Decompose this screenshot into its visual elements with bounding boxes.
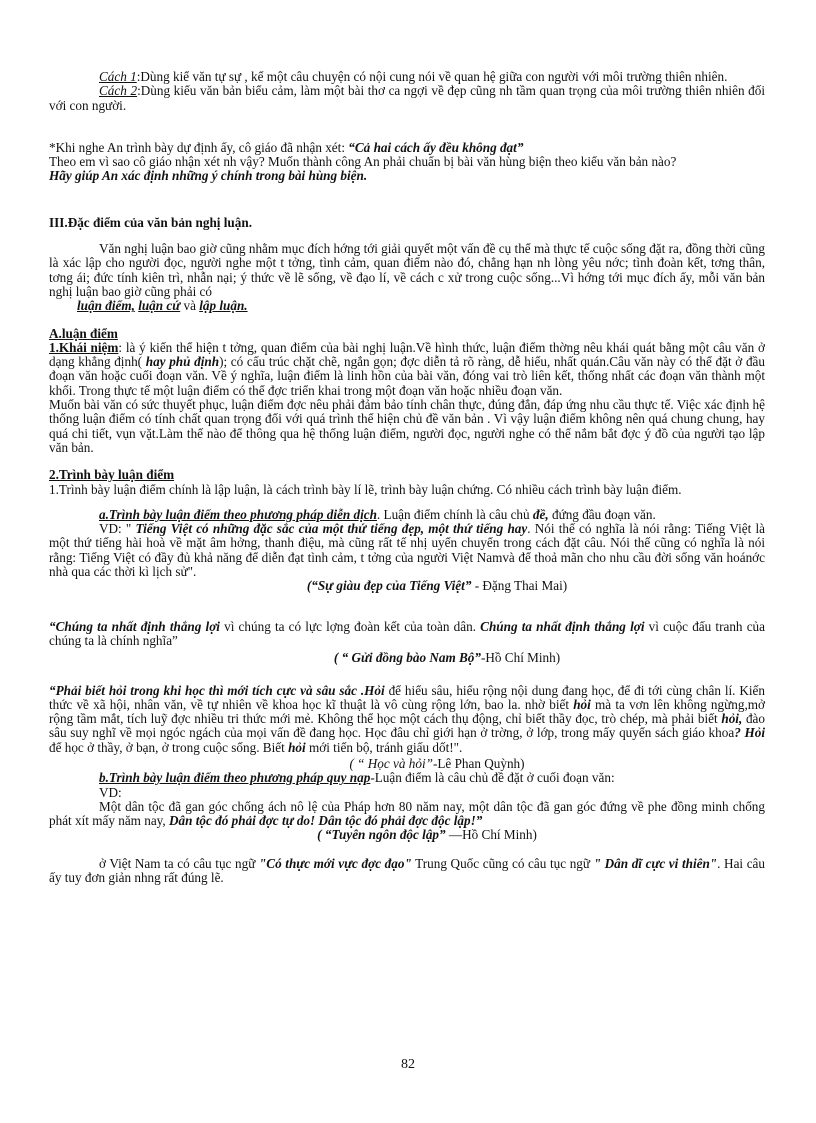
method-2 (49, 84, 765, 113)
deductive-text-2: đứng đầu đoạn văn. (548, 506, 656, 522)
method-2-text: :Dùng kiểu văn bản biểu cảm, làm một bài thơ ca ngợi về đẹp cũng nh tầm quan trọng của môi trường thiên nhiên đối với con người. (49, 83, 766, 113)
section-2-heading: 2.Trình bày luận điểm (49, 467, 175, 483)
proverb-vietnam: "Có thực mới vực đợc đạo" (258, 855, 412, 871)
example-2-em: Dân tộc đó phải đợc tự do! Dân tộc đó phải đợc độc lập!” (169, 813, 483, 829)
example-1-quote: Tiếng Việt có những đặc sắc của một thứ tiếng đẹp, một thứ tiếng hay (135, 521, 528, 537)
source-2 (49, 651, 765, 665)
proverb-china: " Dân dĩ cực vi thiên" (593, 855, 718, 871)
proverbs-text-3: . Hai câu ấy tuy đơn giản nhng rất đúng lẽ. (49, 855, 766, 886)
example-1-rest: . Nói thế có nghĩa là nói rằng: Tiếng Việt là một thứ tiếng hài hoà về mặt âm hởng, thanh điệu, mà cũng rất tế nhị uyển chuyển trong cách đặt câu. Nói thế cũng có nghĩa là nói rằng: Tiếng Việt có đầy đủ khả năng để diễn đạt tình cảm, t tởng của người Việt Namvà để thoả mãn cho nhu cầu đời sống văn hoánớc nhà qua các thời kì lịch sử". (49, 521, 765, 580)
quote-3-part-10: mới tiến bộ, tránh giấu dốt!". (305, 739, 463, 755)
method-1-text: :Dùng kiể văn tự sự , kể một câu chuyện có nội cung nói về quan hệ giữa con người với môi trường thiên nhiên. (136, 69, 728, 84)
method-1 (49, 70, 765, 84)
quote-3-part-3: hỏi (573, 696, 591, 712)
proverbs-paragraph (49, 857, 765, 886)
quote-3 (49, 684, 765, 755)
quote-3-part-9: hỏi (288, 739, 306, 755)
section-a-heading: A.luận điểm (49, 325, 118, 341)
section-2-intro: 1.Trình bày luận điểm chính là lập luận, là cách trình bày lí lẽ, trình bày luận chứng. Có nhiều cách trình bày luận điểm. (49, 481, 682, 497)
section-3-heading: III.Đặc điểm của văn bản nghị luận. (49, 214, 252, 230)
deductive-label: a.Trình bày luận điểm theo phương pháp diễn dịch (99, 506, 377, 522)
source-2-author: -Hồ Chí Minh) (481, 650, 561, 666)
example-2-label: VD: (99, 784, 122, 800)
term-and: và (180, 298, 200, 314)
quote-2-part-1: “Chúng ta nhất định thắng lợi (49, 618, 220, 634)
term-luan-diem: luận điểm, (77, 298, 135, 314)
def-text-2: ); có cấu trúc chặt chẽ, ngắn gọn; đợc diễn tả rõ ràng, dễ hiểu, nhất quán.Câu văn này có thể đặt ở đầu đoạn văn hoặc cuối đoạn văn. Về ý nghĩa, luận điểm là linh hồn của bài văn, đóng vai trò liên kết, thống nhất các đoạn văn thành một khối. Trong thực tế một luận điểm có thể đợc triển khai trong một đoạn văn hoặc nhiều đoạn văn. (49, 354, 765, 398)
source-3-title: ( “ Học và hỏi” (349, 755, 433, 771)
quote-3-part-8: để học ở thầy, ở bạn, ở trong cuộc sống. Biết (49, 739, 289, 755)
source-3-author: -Lê Phan Quỳnh) (432, 755, 525, 771)
term-lap-luan: lập luận. (199, 298, 248, 314)
source-1-author: - Đặng Thai Mai) (471, 578, 568, 594)
source-4-author: —Hồ Chí Minh) (445, 827, 537, 843)
definition-paragraph (49, 341, 765, 398)
term-luan-cu: luận cứ (138, 298, 181, 314)
quote-2 (49, 620, 765, 649)
example-2 (49, 800, 765, 829)
document-page (49, 70, 765, 885)
source-2-title: ( “ Gửi đồng bào Nam Bộ” (333, 650, 481, 666)
source-1 (49, 579, 765, 593)
quote-2-part-4: vì cuộc đấu tranh của chúng ta là chính nghĩa” (49, 618, 765, 648)
deductive-method (49, 508, 765, 522)
teacher-comment (49, 141, 765, 155)
source-4 (49, 828, 765, 842)
deductive-text-1: . Luận điểm chính là câu chủ (376, 506, 533, 522)
example-1-lead: VD: " (99, 521, 136, 537)
quote-3-part-4: mà ta vơn lên không ngừng,mở rộng tầm mắt, tích luỹ đợc nhiều tri thức mới mẻ. Không thể học một cách thụ động, chỉ biết thầy đọc, trò chép, mà phải biết (49, 696, 765, 727)
comment-lead: *Khi nghe An trình bày dự định ấy, cô giáo đã nhận xét: (49, 139, 349, 155)
quote-3-part-7: ? Hỏi (734, 725, 765, 741)
comment-quote: “Cả hai cách ấy đều không đạt” (348, 139, 524, 155)
method-2-label: Cách 2 (99, 83, 138, 99)
quote-2-part-3: Chúng ta nhất định thắng lợi (480, 618, 645, 634)
example-2-text: Một dân tộc đã gan góc chống ách nô lệ của Pháp hơn 80 năm nay, một dân tộc đã gan góc đứng về phe đồng minh chống phát xít mấy năm nay, (49, 798, 765, 829)
source-4-title: ( “Tuyên ngôn độc lập” (317, 827, 446, 843)
def-emphasis: hay phủ định (142, 354, 220, 370)
quote-3-part-6: đào sâu suy nghĩ về mọi ngóc ngách của mọi vấn đề đang học. Học đâu chỉ giới hạn ở trờng, ở lớp, trong mấy quyển sách giáo khoa (49, 711, 765, 741)
proverbs-text-1: ở Việt Nam ta có câu tục ngữ (99, 855, 259, 871)
source-3 (49, 757, 765, 771)
intro-text: Văn nghị luận bao giờ cũng nhằm mục đích hớng tới giải quyết một vấn đề cụ thể mà thực tế cuộc sống đặt ra, đồng thời cũng là xác lập cho người đọc, người nghe một t tởng, tình cảm, quan điểm nào đó, chẳng hạn nh lòng yêu nớc; tình đoàn kết, tơng thân, tơng ái; đức tính kiên trì, nhẫn nại; ý thức về lẽ sống, về đạo lí, về cách c xử trong cuộc sống...Vì hớng tới mục đích ấy, mỗi văn bản nghị luận bao giờ cũng phải có (49, 241, 765, 299)
quote-3-part-5: hỏi, (721, 711, 743, 727)
task-line: Hãy giúp An xác định những ý chính trong bài hùng biện. (49, 168, 368, 184)
def-text-1: : là ý kiến thể hiện t tởng, quan điểm của bài nghị luận.Về hình thức, luận điểm thờng nêu khái quát bằng một câu văn ở dạng khẳng định( (49, 339, 766, 370)
key-terms (49, 299, 765, 313)
definition-label: 1.Khái niệm (49, 339, 119, 355)
persuasion-paragraph: Muốn bài văn có sức thuyết phục, luận điểm đợc nêu phải đảm bảo tính chân thực, đúng đắn, đáp ứng nhu cầu thực tế. Việc xác định hệ thống luận điểm có tính chất quan trọng đối với quá trình thể hiện chủ đề văn bản . Vì vậy luận điểm không nên quá chung chung, hay quá chi tiết, vụn vặt.Làm thế nào để thông qua hệ thống luận điểm, người đọc, người nghe có thể nắm bắt đợc ý đồ của người tạo lập văn bản. (49, 397, 765, 455)
quote-3-part-2: để hiểu sâu, hiểu rộng nội dung đang học, để đi tới cùng chân lí. Kiến thức về xã hội, nhân văn, về tự nhiên về khoa học kĩ thuật là vô cùng rộng lớn, bao la. nhờ biết (49, 682, 765, 712)
section-3-intro (49, 242, 765, 299)
deductive-em: đề, (532, 506, 549, 522)
question-line: Theo em vì sao cô giáo nhận xét nh vậy? Muốn thành công An phải chuẩn bị bài văn hùng biện theo kiểu văn bản nào? (49, 154, 677, 170)
quote-2-part-2: vì chúng ta có lực lợng đoàn kết của toàn dân. (219, 618, 481, 634)
quote-3-part-1: “Phải biết hỏi trong khi học thì mới tích cực và sâu sắc .Hỏi (49, 682, 385, 698)
page-number: 82 (401, 1057, 415, 1072)
source-1-title: (“Sự giàu đẹp của Tiếng Việt” (306, 578, 472, 594)
inductive-text: -Luận điểm là câu chủ đề đặt ở cuối đoạn văn: (370, 770, 615, 786)
inductive-method (49, 771, 765, 785)
method-1-label: Cách 1 (99, 69, 137, 84)
proverbs-text-2: Trung Quốc cũng có câu tục ngữ (411, 855, 594, 871)
example-1 (49, 522, 765, 579)
inductive-label: b.Trình bày luận điểm theo phương pháp quy nạp (99, 770, 371, 786)
